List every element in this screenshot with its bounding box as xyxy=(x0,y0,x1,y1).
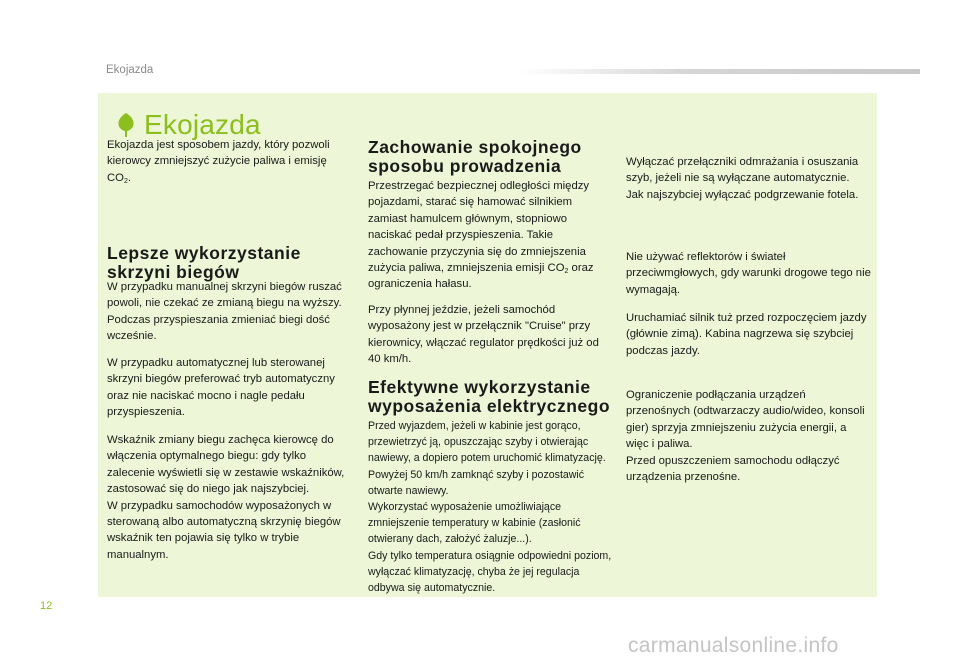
calm-driving-para-1 xyxy=(368,178,614,293)
col3-p1b: Jak najszybciej wyłączać podgrzewanie fotela. xyxy=(626,188,859,201)
intro-text xyxy=(107,137,353,186)
electrical-body xyxy=(368,418,614,596)
calm-driving-heading-line1: Zachowanie spokojnego xyxy=(368,137,582,157)
col3-p4a: Ograniczenie podłączania urządzeń przenośnych (odtwarzaczy audio/wideo, konsoli gier) sprzyja zmniejszeniu zużycia energii, a więc i paliwa. xyxy=(626,389,865,451)
calm-p1-pre: Przestrzegać bezpiecznej odległości między pojazdami, starać się hamować silnikiem zamiast hamulcem głównym, stopniowo naciskać pedał przyspieszenia. Takie zachowanie przyczynia się do zmniejszenia zużycia paliwa, zmniejszenia emisji CO xyxy=(368,180,590,275)
electrical-p2: Powyżej 50 km/h zamknąć szyby i pozostawić otwarte nawiewy. xyxy=(368,468,585,497)
col3-p1a: Wyłączać przełączniki odmrażania i osuszania szyb, jeżeli nie są wyłączane automatycznie. xyxy=(626,156,859,185)
gearbox-para-2 xyxy=(107,355,353,421)
calm-driving-heading xyxy=(368,138,614,176)
calm-p2: Przy płynnej jeździe, jeżeli samochód wyposażony jest w przełącznik "Cruise" przy kierownicy, włączać regulator prędkości już od 40 km/h. xyxy=(368,304,599,366)
gearbox-p1: W przypadku manualnej skrzyni biegów ruszać powoli, nie czekać ze zmianą biegu na wyższy. Podczas przyspieszania zmieniać biegi dość wcześnie. xyxy=(107,281,342,343)
col3-p2: Nie używać reflektorów i świateł przeciwmgłowych, gdy warunki drogowe tego nie wymagają. xyxy=(626,251,871,296)
col3-para-2 xyxy=(626,249,871,298)
gearbox-p3b: W przypadku samochodów wyposażonych w sterowaną albo automatyczną skrzynię biegów wskaźnik ten pojawia się tylko w trybie manualnym. xyxy=(107,499,341,561)
running-header: Ekojazda xyxy=(106,64,154,76)
page-title: Ekojazda xyxy=(144,109,261,140)
gearbox-para-1 xyxy=(107,279,353,345)
electrical-section xyxy=(368,378,614,416)
intro-pre: Ekojazda jest sposobem jazdy, który pozwoli kierowcy zmniejszyć zużycie paliwa i emisję CO xyxy=(107,139,330,184)
gearbox-para-3 xyxy=(107,432,353,563)
col3-p3: Uruchamiać silnik tuż przed rozpoczęciem jazdy (głównie zimą). Kabina nagrzewa się szybciej podczas jazdy. xyxy=(626,312,867,357)
calm-driving-heading-line2: sposobu prowadzenia xyxy=(368,156,562,176)
col3-p4b: Przed opuszczeniem samochodu odłączyć urządzenia przenośne. xyxy=(626,454,840,484)
calm-driving-section xyxy=(368,138,614,176)
watermark: carmanualsonline.info xyxy=(628,634,839,657)
electrical-p3: Wykorzystać wyposażenie umożliwiające zmniejszenie temperatury w kabinie (zasłonić otwierany dach, założyć żaluzje...). xyxy=(368,501,581,546)
gearbox-heading-line2: skrzyni biegów xyxy=(107,262,240,282)
col3-para-1 xyxy=(626,154,871,203)
electrical-heading-line2: wyposażenia elektrycznego xyxy=(368,396,611,416)
electrical-heading xyxy=(368,378,614,416)
gearbox-heading xyxy=(107,244,353,282)
intro-post: . xyxy=(127,171,131,184)
header-rule xyxy=(520,69,920,74)
gearbox-p3a: Wskaźnik zmiany biegu zachęca kierowcę do włączenia optymalnego biegu: gdy tylko zalecenie wyświetli się w zestawie wskaźników, zastosować się do niego jak najszybciej. xyxy=(107,434,345,496)
electrical-p4: Gdy tylko temperatura osiągnie odpowiedni poziom, wyłączać klimatyzację, chyba że jej regulacja odbywa się automatycznie. xyxy=(368,549,612,595)
page-number: 12 xyxy=(40,600,53,612)
gearbox-heading-line1: Lepsze wykorzystanie xyxy=(107,243,301,263)
calm-driving-para-2 xyxy=(368,302,614,368)
calm-p1-post: oraz ograniczenia hałasu. xyxy=(368,262,594,291)
electrical-heading-line1: Efektywne wykorzystanie xyxy=(368,377,591,397)
gearbox-p2: W przypadku automatycznej lub sterowanej skrzyni biegów preferować tryb automatyczny oraz nie naciskać mocno i nagle pedału przyspieszenia. xyxy=(107,357,335,419)
leaf-icon xyxy=(116,112,136,138)
gearbox-section xyxy=(107,244,353,282)
intro-sub: 2 xyxy=(123,177,128,185)
col3-para-4 xyxy=(626,387,871,485)
col3-para-3 xyxy=(626,310,871,359)
electrical-p1: Przed wyjazdem, jeżeli w kabinie jest gorąco, przewietrzyć ją, opuszczając szyby i otwierając nawiewy, a dopiero potem uruchomić klimatyzację. xyxy=(368,420,606,465)
calm-p1-sub: 2 xyxy=(564,268,569,276)
